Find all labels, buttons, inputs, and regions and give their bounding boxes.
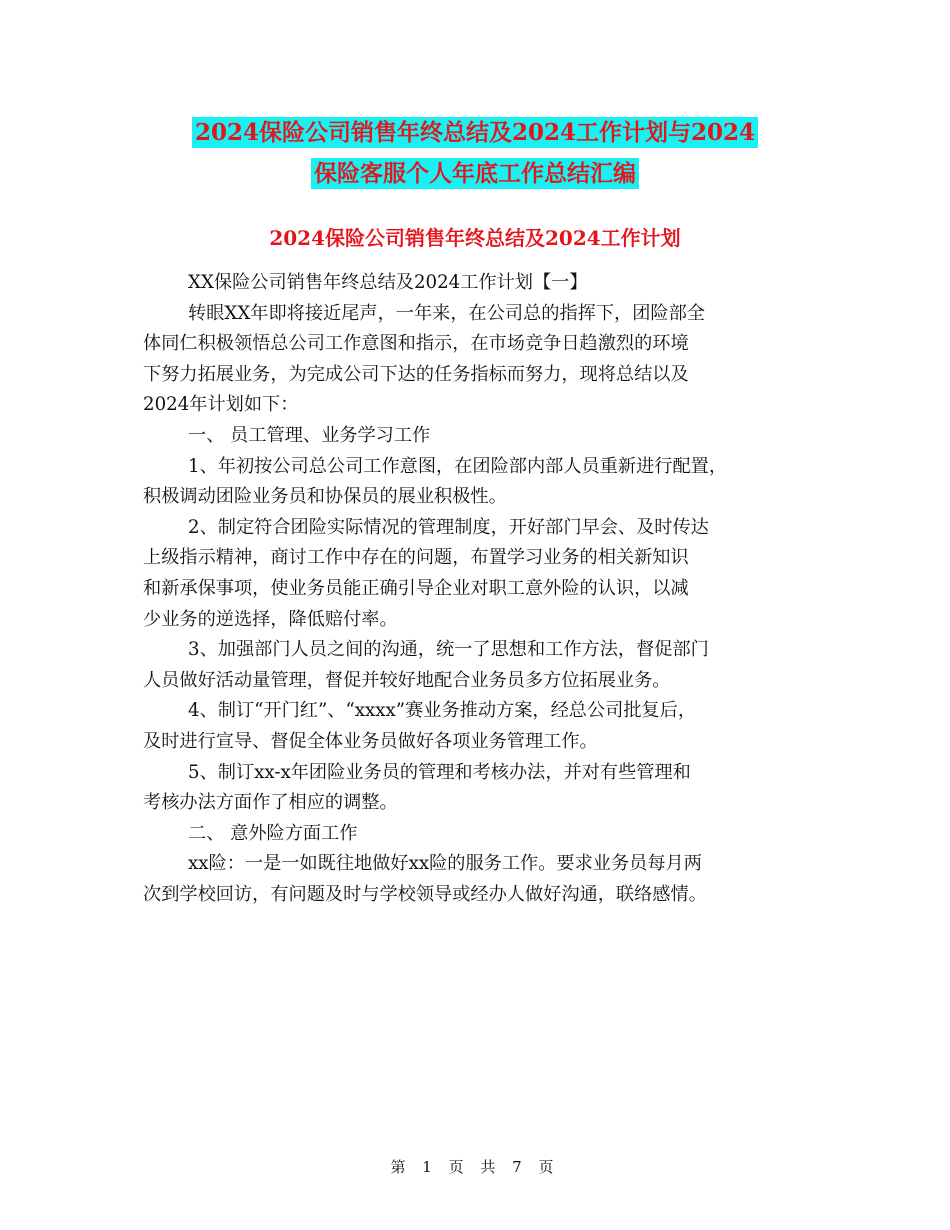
page-footer: 第 1 页 共 7 页 [390, 1158, 560, 1176]
document-body [143, 268, 828, 910]
paragraph-line: 5、制订xx-x年团险业务员的管理和考核办法，并对有些管理和 [188, 761, 691, 783]
paragraph [143, 635, 828, 696]
paragraph [143, 452, 828, 513]
main-title-line-1: 2024保险公司销售年终总结及2024工作计划与2024 [192, 117, 758, 148]
main-title [0, 112, 950, 194]
paragraph [143, 758, 828, 819]
paragraph-line: 一、 员工管理、业务学习工作 [188, 424, 431, 446]
paragraph [143, 819, 828, 850]
paragraph-line: 考核办法方面作了相应的调整。 [143, 792, 398, 814]
paragraph-line: 人员做好活动量管理，督促并较好地配合业务员多方位拓展业务。 [143, 669, 671, 691]
paragraph-line: 及时进行宣导、督促全体业务员做好各项业务管理工作。 [143, 730, 598, 752]
section-title: 2024保险公司销售年终总结及2024工作计划 [269, 226, 681, 250]
paragraph [143, 696, 828, 757]
paragraph-line: 2、制定符合团险实际情况的管理制度，开好部门早会、及时传达 [188, 516, 709, 538]
paragraph-line: xx险：一是一如既往地做好xx险的服务工作。要求业务员每月两 [188, 853, 702, 875]
paragraph-line: 二、 意外险方面工作 [188, 822, 358, 844]
main-title-line-2: 保险客服个人年底工作总结汇编 [311, 158, 639, 189]
paragraph [143, 849, 828, 910]
paragraph [143, 513, 828, 635]
paragraph-line: 转眼XX年即将接近尾声，一年来，在公司总的指挥下，团险部全 [188, 302, 705, 324]
paragraph-line: 下努力拓展业务，为完成公司下达的任务指标而努力，现将总结以及 [143, 363, 689, 385]
paragraph-line: 积极调动团险业务员和协保员的展业积极性。 [143, 486, 507, 508]
paragraph-line: 上级指示精神，商讨工作中存在的问题，布置学习业务的相关新知识 [143, 547, 689, 569]
paragraph [143, 421, 828, 452]
paragraph-line: 1、年初按公司总公司工作意图，在团险部内部人员重新进行配置， [188, 455, 728, 477]
paragraph-line: 和新承保事项，使业务员能正确引导企业对职工意外险的认识，以减 [143, 577, 689, 599]
paragraph [143, 268, 828, 299]
paragraph-line: 少业务的逆选择，降低赔付率。 [143, 608, 398, 630]
paragraph-line: 次到学校回访，有问题及时与学校领导或经办人做好沟通，联络感情。 [143, 883, 707, 905]
paragraph-line: 体同仁积极领悟总公司工作意图和指示，在市场竞争日趋激烈的环境 [143, 333, 689, 355]
paragraph [143, 299, 828, 421]
paragraph-line: 2024年计划如下： [143, 394, 299, 416]
paragraph-line: 3、加强部门人员之间的沟通，统一了思想和工作方法，督促部门 [188, 639, 709, 661]
paragraph-line: XX保险公司销售年终总结及2024工作计划【一】 [188, 272, 588, 293]
paragraph-line: 4、制订“开门红”、“xxxx”赛业务推动方案，经总公司批复后， [188, 700, 697, 722]
